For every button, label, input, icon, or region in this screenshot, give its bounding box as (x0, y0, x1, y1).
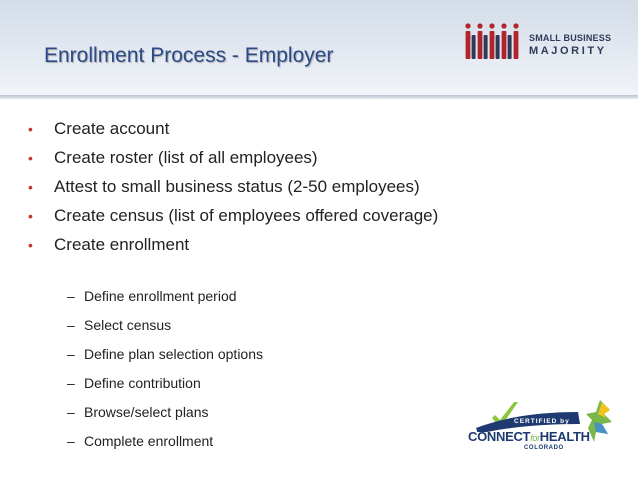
sub-bullet-text: Select census (84, 317, 172, 333)
dash-marker: – (67, 317, 75, 333)
bullet-text: Create census (list of employees offered coverage) (54, 206, 439, 225)
small-business-majority-logo (463, 22, 618, 72)
list-item (28, 230, 438, 259)
logo-wordmark (529, 34, 611, 57)
bullet-marker: • (28, 237, 33, 253)
list-item (67, 340, 263, 369)
bullet-text: Attest to small business status (2-50 employees) (54, 177, 420, 196)
bullet-marker: • (28, 179, 33, 195)
dash-marker: – (67, 375, 75, 391)
sub-bullet-text: Define enrollment period (84, 288, 237, 304)
dash-marker: – (67, 346, 75, 362)
list-item (28, 143, 438, 172)
bullet-marker: • (28, 208, 33, 224)
dash-marker: – (67, 288, 75, 304)
sub-bullet-text: Define contribution (84, 375, 201, 391)
list-item (67, 311, 263, 340)
badge-connect-wordmark (468, 429, 590, 444)
header-divider (0, 95, 638, 99)
badge-certified-text: CERTIFIED by (514, 418, 570, 425)
bullet-text: Create enrollment (54, 235, 190, 254)
list-item (28, 201, 438, 230)
list-item (67, 427, 263, 456)
sub-bullet-text: Define plan selection options (84, 346, 264, 362)
list-item (67, 398, 263, 427)
badge-health-text: HEALTH (539, 429, 590, 444)
badge-connect-text: CONNECT (468, 429, 531, 444)
dash-marker: – (67, 433, 75, 449)
sub-bullet-text: Complete enrollment (84, 433, 214, 449)
logo-line-1: SMALL BUSINESS (529, 33, 612, 43)
list-item (67, 282, 263, 311)
bullet-marker: • (28, 150, 33, 166)
dash-marker: – (67, 404, 75, 420)
connect-for-health-badge (468, 398, 613, 460)
main-bullet-list (28, 114, 438, 259)
list-item (28, 114, 438, 143)
bullet-text: Create account (54, 119, 170, 138)
badge-colorado-text: COLORADO (524, 445, 564, 451)
sub-bullet-list (67, 282, 263, 456)
sub-bullet-text: Browse/select plans (84, 404, 209, 420)
badge-for-text: for (530, 433, 540, 443)
slide-title: Enrollment Process - Employer (44, 44, 334, 67)
bullet-text: Create roster (list of all employees) (54, 148, 318, 167)
bullet-marker: • (28, 121, 33, 137)
list-item (67, 369, 263, 398)
logo-line-2: MAJORITY (529, 45, 607, 57)
list-item (28, 172, 438, 201)
people-columns-icon (463, 22, 525, 72)
